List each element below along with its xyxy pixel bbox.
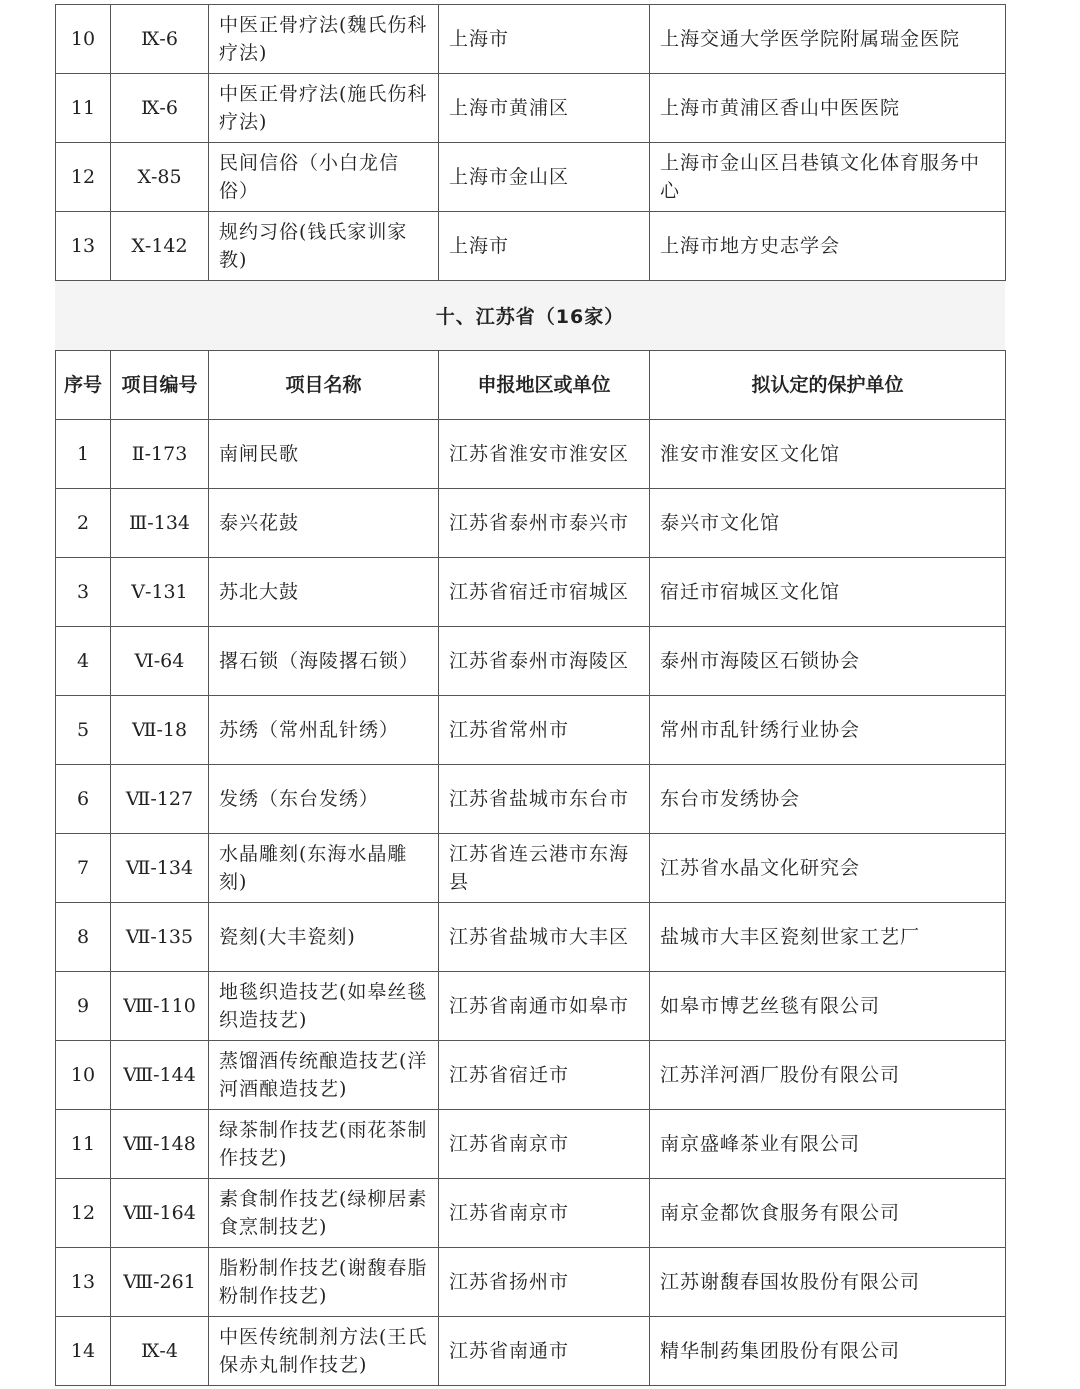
cell-seq: 13 (56, 212, 111, 281)
table-row (56, 489, 1006, 558)
cell-name: 发绣（东台发绣） (209, 765, 439, 834)
cell-code: Ⅱ-173 (111, 420, 209, 489)
cell-region: 上海市黄浦区 (439, 74, 650, 143)
cell-unit: 泰州市海陵区石锁协会 (650, 627, 1006, 696)
cell-code: Ⅷ-164 (111, 1179, 209, 1248)
cell-seq: 11 (56, 1110, 111, 1179)
cell-name: 规约习俗(钱氏家训家教) (209, 212, 439, 281)
cell-unit: 江苏省水晶文化研究会 (650, 834, 1006, 903)
cell-code: Ⅲ-134 (111, 489, 209, 558)
cell-seq: 14 (56, 1317, 111, 1386)
section-heading-jiangsu (55, 281, 1005, 350)
jiangsu-table-body (56, 420, 1006, 1386)
cell-region: 江苏省盐城市大丰区 (439, 903, 650, 972)
cell-name: 中医正骨疗法(魏氏伤科疗法) (209, 5, 439, 74)
cell-seq: 8 (56, 903, 111, 972)
table-header-row (56, 351, 1006, 420)
cell-code: Ⅶ-134 (111, 834, 209, 903)
table-row (56, 1317, 1006, 1386)
cell-name: 撂石锁（海陵撂石锁） (209, 627, 439, 696)
cell-unit: 宿迁市宿城区文化馆 (650, 558, 1006, 627)
table-row (56, 74, 1006, 143)
shanghai-table-continued (55, 4, 1006, 281)
cell-code: Ⅴ-131 (111, 558, 209, 627)
cell-name: 中医传统制剂方法(王氏保赤丸制作技艺) (209, 1317, 439, 1386)
cell-region: 江苏省常州市 (439, 696, 650, 765)
cell-region: 上海市 (439, 5, 650, 74)
cell-code: Ⅶ-127 (111, 765, 209, 834)
cell-name: 民间信俗（小白龙信俗） (209, 143, 439, 212)
cell-region: 江苏省盐城市东台市 (439, 765, 650, 834)
cell-name: 南闸民歌 (209, 420, 439, 489)
cell-unit: 江苏谢馥春国妆股份有限公司 (650, 1248, 1006, 1317)
cell-name: 脂粉制作技艺(谢馥春脂粉制作技艺) (209, 1248, 439, 1317)
header-name: 项目名称 (209, 351, 439, 420)
cell-seq: 7 (56, 834, 111, 903)
cell-code: Ⅷ-148 (111, 1110, 209, 1179)
header-unit: 拟认定的保护单位 (650, 351, 1006, 420)
cell-code: Ⅶ-18 (111, 696, 209, 765)
table-row (56, 903, 1006, 972)
cell-code: Ⅷ-110 (111, 972, 209, 1041)
cell-seq: 12 (56, 143, 111, 212)
cell-code: Ⅹ-85 (111, 143, 209, 212)
section-title: 十、江苏省（16家） (435, 306, 625, 328)
cell-unit: 上海交通大学医学院附属瑞金医院 (650, 5, 1006, 74)
cell-name: 苏绣（常州乱针绣） (209, 696, 439, 765)
cell-region: 江苏省南通市如皋市 (439, 972, 650, 1041)
cell-code: Ⅸ-4 (111, 1317, 209, 1386)
cell-region: 江苏省淮安市淮安区 (439, 420, 650, 489)
cell-name: 中医正骨疗法(施氏伤科疗法) (209, 74, 439, 143)
cell-seq: 10 (56, 1041, 111, 1110)
table-row (56, 5, 1006, 74)
cell-seq: 4 (56, 627, 111, 696)
cell-seq: 11 (56, 74, 111, 143)
cell-unit: 南京盛峰茶业有限公司 (650, 1110, 1006, 1179)
cell-name: 蒸馏酒传统酿造技艺(洋河酒酿造技艺) (209, 1041, 439, 1110)
cell-name: 绿茶制作技艺(雨花茶制作技艺) (209, 1110, 439, 1179)
cell-region: 江苏省泰州市泰兴市 (439, 489, 650, 558)
cell-unit: 东台市发绣协会 (650, 765, 1006, 834)
cell-region: 上海市 (439, 212, 650, 281)
cell-seq: 2 (56, 489, 111, 558)
cell-unit: 如皋市博艺丝毯有限公司 (650, 972, 1006, 1041)
header-region: 申报地区或单位 (439, 351, 650, 420)
table-row (56, 696, 1006, 765)
cell-unit: 上海市金山区吕巷镇文化体育服务中心 (650, 143, 1006, 212)
table-row (56, 1110, 1006, 1179)
cell-unit: 江苏洋河酒厂股份有限公司 (650, 1041, 1006, 1110)
cell-seq: 3 (56, 558, 111, 627)
cell-seq: 13 (56, 1248, 111, 1317)
cell-seq: 12 (56, 1179, 111, 1248)
table-row (56, 1041, 1006, 1110)
cell-region: 江苏省南京市 (439, 1110, 650, 1179)
cell-unit: 精华制药集团股份有限公司 (650, 1317, 1006, 1386)
cell-code: Ⅶ-135 (111, 903, 209, 972)
table-row (56, 143, 1006, 212)
table-row (56, 420, 1006, 489)
cell-unit: 盐城市大丰区瓷刻世家工艺厂 (650, 903, 1006, 972)
cell-region: 江苏省扬州市 (439, 1248, 650, 1317)
table-row (56, 972, 1006, 1041)
cell-unit: 淮安市淮安区文化馆 (650, 420, 1006, 489)
header-seq: 序号 (56, 351, 111, 420)
cell-region: 上海市金山区 (439, 143, 650, 212)
table-row (56, 1248, 1006, 1317)
cell-name: 苏北大鼓 (209, 558, 439, 627)
table-row (56, 627, 1006, 696)
cell-code: Ⅹ-142 (111, 212, 209, 281)
cell-code: Ⅸ-6 (111, 74, 209, 143)
cell-code: Ⅷ-144 (111, 1041, 209, 1110)
cell-name: 瓷刻(大丰瓷刻) (209, 903, 439, 972)
cell-name: 泰兴花鼓 (209, 489, 439, 558)
cell-unit: 上海市地方史志学会 (650, 212, 1006, 281)
cell-region: 江苏省南通市 (439, 1317, 650, 1386)
cell-seq: 1 (56, 420, 111, 489)
cell-unit: 上海市黄浦区香山中医医院 (650, 74, 1006, 143)
table-row (56, 765, 1006, 834)
cell-name: 水晶雕刻(东海水晶雕刻) (209, 834, 439, 903)
shanghai-table-body (56, 5, 1006, 281)
cell-seq: 9 (56, 972, 111, 1041)
header-code: 项目编号 (111, 351, 209, 420)
cell-unit: 泰兴市文化馆 (650, 489, 1006, 558)
table-row (56, 834, 1006, 903)
cell-region: 江苏省宿迁市宿城区 (439, 558, 650, 627)
cell-region: 江苏省连云港市东海县 (439, 834, 650, 903)
cell-unit: 南京金都饮食服务有限公司 (650, 1179, 1006, 1248)
cell-code: Ⅷ-261 (111, 1248, 209, 1317)
cell-region: 江苏省南京市 (439, 1179, 650, 1248)
cell-seq: 10 (56, 5, 111, 74)
cell-seq: 6 (56, 765, 111, 834)
table-row (56, 1179, 1006, 1248)
cell-name: 地毯织造技艺(如皋丝毯织造技艺) (209, 972, 439, 1041)
table-row (56, 558, 1006, 627)
cell-code: Ⅸ-6 (111, 5, 209, 74)
cell-region: 江苏省宿迁市 (439, 1041, 650, 1110)
table-row (56, 212, 1006, 281)
cell-region: 江苏省泰州市海陵区 (439, 627, 650, 696)
cell-code: Ⅵ-64 (111, 627, 209, 696)
cell-unit: 常州市乱针绣行业协会 (650, 696, 1006, 765)
cell-name: 素食制作技艺(绿柳居素食烹制技艺) (209, 1179, 439, 1248)
jiangsu-table (55, 350, 1006, 1386)
cell-seq: 5 (56, 696, 111, 765)
